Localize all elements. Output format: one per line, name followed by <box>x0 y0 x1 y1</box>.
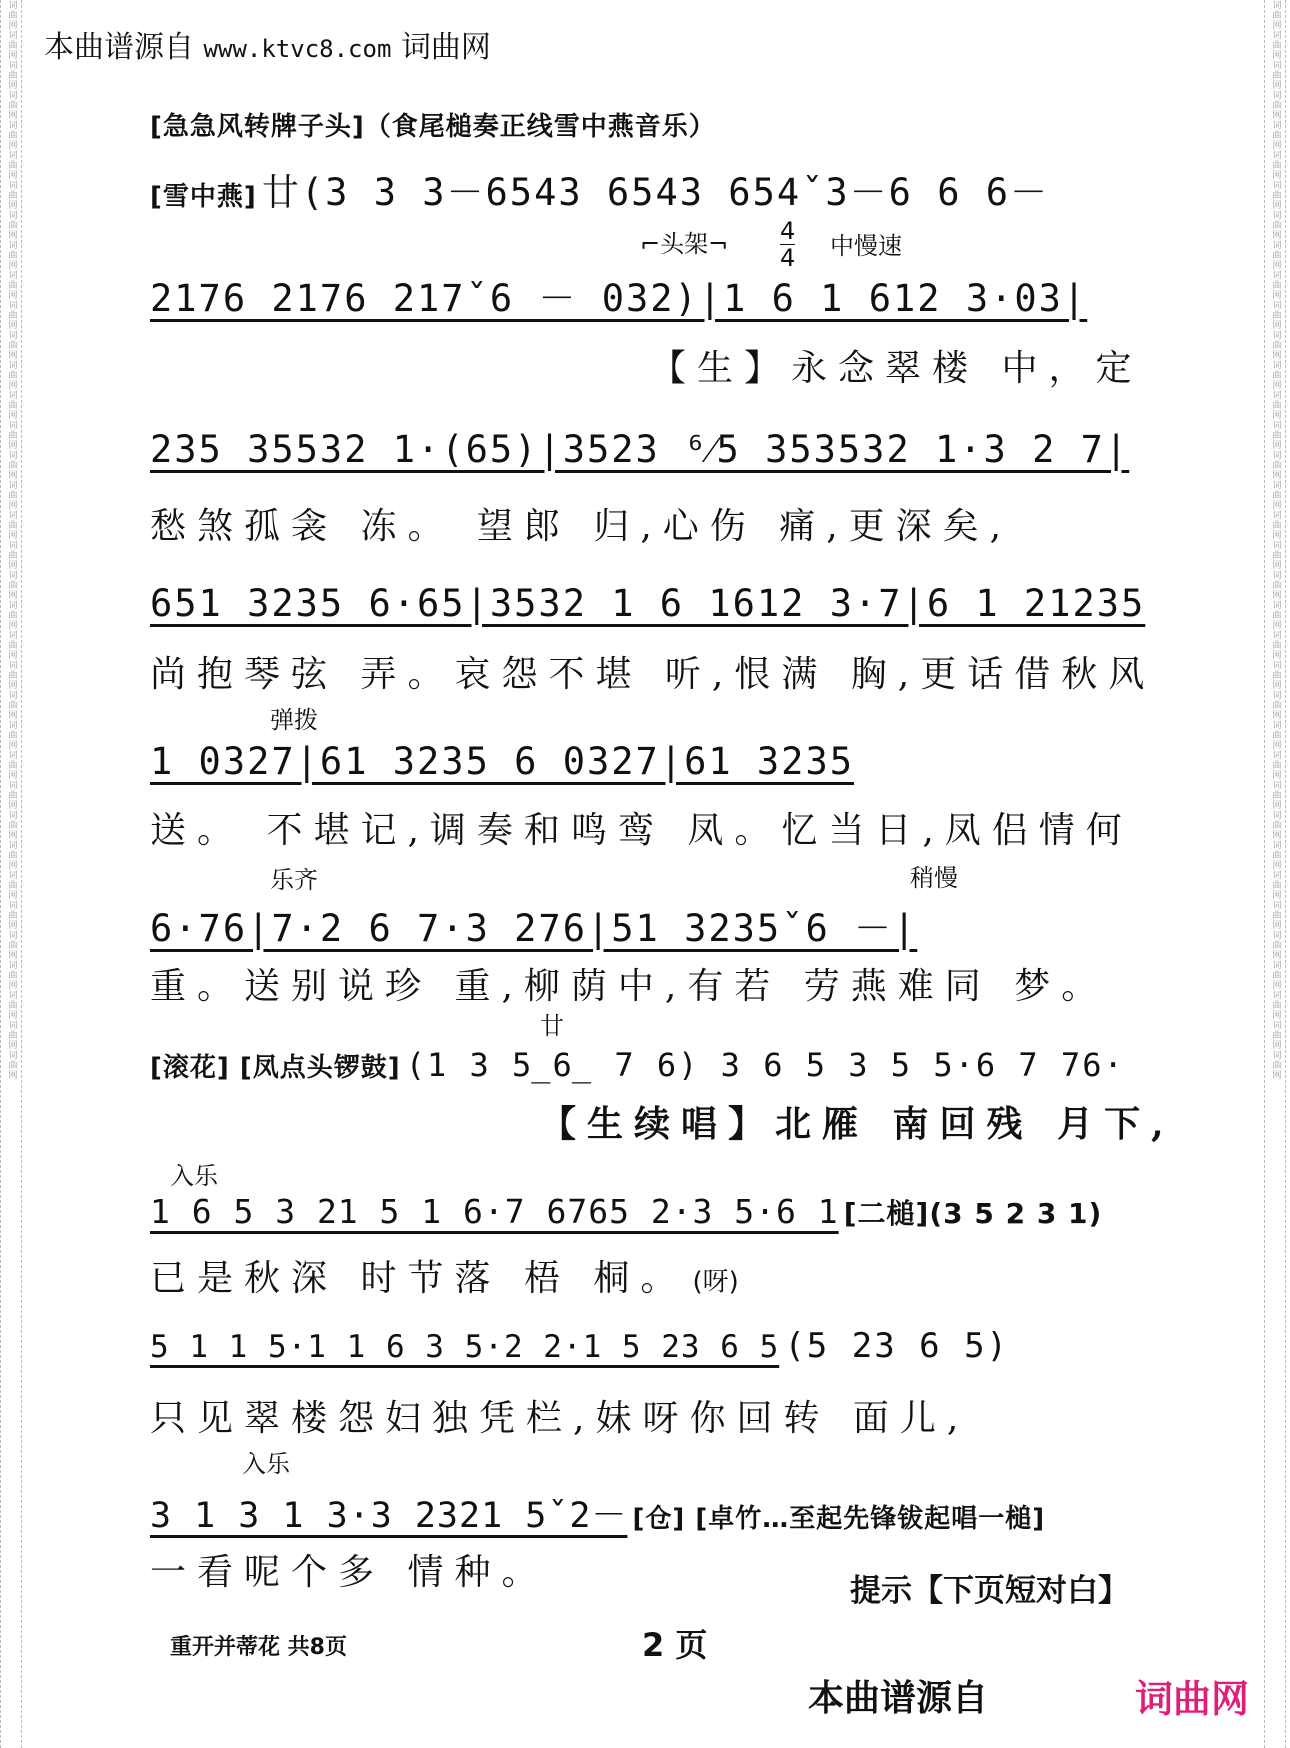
score-line-8-lyric: 【生续唱】北雁 南回残 月下, <box>540 1103 1175 1145</box>
watermark-text: 词曲网 <box>6 990 17 1020</box>
notation: 3 1 3 1 3·3 2321 5ˇ2－ <box>150 1496 628 1536</box>
score-line-7-lyric: 重。送别说珍 重,柳荫中,有若 劳燕难同 梦。 <box>150 966 1109 1007</box>
watermark-text: 词曲网 <box>6 570 17 600</box>
watermark-text: 词曲网 <box>6 300 17 330</box>
footer-brand-link[interactable]: 词曲网 <box>1135 1677 1250 1721</box>
score-line-11 <box>150 1488 1045 1538</box>
watermark-text: 词曲网 <box>1270 1050 1281 1080</box>
score-line-6-lyric: 送。 不堪记,调奏和鸣鸾 凤。忆当日,凤侣情何 <box>150 810 1133 851</box>
watermark-text: 词曲网 <box>1270 150 1281 180</box>
watermark-text: 词曲网 <box>1270 960 1281 990</box>
mark-ruyue-1: 入乐 <box>170 1162 218 1190</box>
watermark-text: 词曲网 <box>6 930 17 960</box>
watermark-text: 词曲网 <box>6 1050 17 1080</box>
score-line-7-notes: 6·76|7·2 6 7·3 276|51 3235ˇ6 －| <box>150 907 918 950</box>
watermark-text: 词曲网 <box>1270 270 1281 300</box>
watermark-text: 词曲网 <box>1270 600 1281 630</box>
score-line-10-lyric: 只见翠楼怨妇独凭栏,妹呀你回转 面儿, <box>150 1398 970 1439</box>
watermark-text: 词曲网 <box>1270 660 1281 690</box>
score-line-11-lyric: 一看呢个多 情种。 <box>150 1552 549 1593</box>
notation: 5 1 1 5·1 1 6 3 5·2 2·1 5 23 6 5 <box>150 1329 780 1365</box>
watermark-text: 词曲网 <box>1270 420 1281 450</box>
watermark-text: 词曲网 <box>6 630 17 660</box>
watermark-text: 词曲网 <box>1270 510 1281 540</box>
watermark-text: 词曲网 <box>6 600 17 630</box>
score-line-10 <box>150 1326 1009 1366</box>
watermark-text: 词曲网 <box>1270 450 1281 480</box>
score-line-4-lyric: 愁煞孤衾 冻。 望郎 归,心伤 痛,更深矣, <box>150 506 1013 547</box>
watermark-text: 词曲网 <box>1270 210 1281 240</box>
notation: 1 6 5 3 21 5 1 6·7 6765 2·3 5·6 1 <box>150 1192 839 1231</box>
watermark-text: 词曲网 <box>6 960 17 990</box>
credit-text: 本曲谱源自 <box>44 30 194 65</box>
section-tail: [仓] [卓竹…至起先锋钹起唱一槌] <box>632 1504 1046 1534</box>
score-line-5-notes: 651 3235 6·65|3532 1 6 1612 3·7|6 1 21235 <box>150 582 1146 625</box>
watermark-text: 词曲网 <box>6 1020 17 1050</box>
notation: (1 3 5̲6̲ 7 6) 3 6 5 3 5 5·6 7 76· <box>405 1046 1125 1084</box>
watermark-text: 词曲网 <box>6 240 17 270</box>
watermark-text: 词曲网 <box>6 900 17 930</box>
watermark-text: 词曲网 <box>6 90 17 120</box>
watermark-text: 词曲网 <box>1270 300 1281 330</box>
score-line-9-lyric: 已是秋深 时节落 梧 桐。 <box>150 1258 688 1299</box>
score-line-6-notes: 1 0327|61 3235 6 0327|61 3235 <box>150 740 855 783</box>
watermark-text: 词曲网 <box>6 390 17 420</box>
watermark-text: 词曲网 <box>1270 120 1281 150</box>
watermark-text: 词曲网 <box>6 420 17 450</box>
mark-yueqi: 乐齐 <box>270 866 318 894</box>
time-sig-bottom: 4 <box>780 244 796 272</box>
watermark-text: 词曲网 <box>6 540 17 570</box>
mark-shaoman: 稍慢 <box>910 864 958 892</box>
score-line-3-notes: 2176 2176 217ˇ6 － 032)|1 6 1 612 3·03| <box>150 277 1088 320</box>
watermark-text: 词曲网 <box>6 120 17 150</box>
tempo-mark: 中慢速 <box>830 232 902 260</box>
footer-title: 重开并蒂花 共8页 <box>170 1635 347 1660</box>
watermark-text: 词曲网 <box>1270 930 1281 960</box>
watermark-text: 词曲网 <box>1270 630 1281 660</box>
watermark-text: 词曲网 <box>1270 810 1281 840</box>
mark-tanbo: 弹拨 <box>270 706 318 734</box>
watermark-text: 词曲网 <box>6 780 17 810</box>
watermark-text: 词曲网 <box>6 870 17 900</box>
watermark-text: 词曲网 <box>1270 90 1281 120</box>
watermark-text: 词曲网 <box>6 750 17 780</box>
watermark-text: 词曲网 <box>1270 60 1281 90</box>
watermark-text: 词曲网 <box>6 30 17 60</box>
notation: 廿(3 3 3－6543 6543 654ˇ3－6 6 6－ <box>261 171 1050 214</box>
watermark-text: 词曲网 <box>6 270 17 300</box>
watermark-text: 词曲网 <box>1270 870 1281 900</box>
watermark-text: 词曲网 <box>1270 690 1281 720</box>
watermark-text: 词曲网 <box>6 840 17 870</box>
section-tail: [二槌](3 5 2 3 1) <box>843 1197 1103 1230</box>
watermark-text: 词曲网 <box>1270 990 1281 1020</box>
watermark-text: 词曲网 <box>6 810 17 840</box>
mark-nian: 廿 <box>540 1012 564 1040</box>
site-url-link[interactable]: www.ktvc8.com <box>203 35 392 63</box>
aside-ya: (呀) <box>692 1267 739 1297</box>
section-label: [滚花] [凤点头锣鼓] <box>150 1053 401 1083</box>
right-watermark-strip <box>1264 0 1286 1748</box>
score-intro-line: [急急风转牌子头]（食尾槌奏正线雪中燕音乐） <box>150 112 716 142</box>
watermark-text: 词曲网 <box>1270 360 1281 390</box>
watermark-text: 词曲网 <box>1270 720 1281 750</box>
watermark-text: 词曲网 <box>1270 0 1281 30</box>
watermark-text: 词曲网 <box>1270 900 1281 930</box>
watermark-text: 词曲网 <box>1270 570 1281 600</box>
watermark-text: 词曲网 <box>1270 30 1281 60</box>
watermark-text: 词曲网 <box>1270 390 1281 420</box>
mark-ruyue-2: 入乐 <box>242 1450 290 1478</box>
watermark-text: 词曲网 <box>1270 240 1281 270</box>
page-number: 2 页 <box>642 1626 708 1664</box>
watermark-text: 词曲网 <box>6 450 17 480</box>
watermark-text: 词曲网 <box>1270 780 1281 810</box>
watermark-text: 词曲网 <box>6 60 17 90</box>
watermark-text: 词曲网 <box>1270 840 1281 870</box>
watermark-text: 词曲网 <box>6 210 17 240</box>
watermark-text: 词曲网 <box>1270 750 1281 780</box>
watermark-text: 词曲网 <box>6 510 17 540</box>
time-signature <box>780 218 795 271</box>
score-line-2 <box>150 162 1049 216</box>
watermark-text: 词曲网 <box>6 360 17 390</box>
watermark-text: 词曲网 <box>6 330 17 360</box>
watermark-text: 词曲网 <box>1270 540 1281 570</box>
watermark-text: 词曲网 <box>1270 1020 1281 1050</box>
watermark-text: 词曲网 <box>6 690 17 720</box>
time-sig-top: 4 <box>780 217 796 245</box>
score-line-3-lyric: 【生】永念翠楼 中，定 <box>650 348 1143 389</box>
watermark-text: 词曲网 <box>6 720 17 750</box>
score-line-8 <box>150 1046 1125 1084</box>
score-line-9 <box>150 1192 1102 1232</box>
mark-tou-jia: ⌐头架¬ <box>640 230 729 258</box>
score-line-5-lyric: 尚抱琴弦 弄。哀怨不堪 听,恨满 胸,更话借秋风 <box>150 654 1156 695</box>
watermark-text: 词曲网 <box>1270 330 1281 360</box>
watermark-text: 词曲网 <box>6 180 17 210</box>
top-credit <box>44 22 491 66</box>
site-name: 词曲网 <box>400 30 491 65</box>
watermark-text: 词曲网 <box>1270 180 1281 210</box>
watermark-text: 词曲网 <box>6 660 17 690</box>
score-line-9-lyric-row <box>150 1250 739 1301</box>
left-watermark-strip <box>0 0 22 1748</box>
watermark-text: 词曲网 <box>1270 480 1281 510</box>
score-line-4-notes: 235 35532 1·(65)|3523 ⁶⁄5 353532 1·3 2 7| <box>150 428 1130 471</box>
next-page-hint: 提示【下页短对白】 <box>850 1573 1129 1609</box>
watermark-text: 词曲网 <box>6 150 17 180</box>
watermark-text: 词曲网 <box>6 0 17 30</box>
notation-tail: (5 23 6 5) <box>784 1326 1010 1366</box>
tune-label: [雪中燕] <box>150 182 257 212</box>
watermark-text: 词曲网 <box>6 480 17 510</box>
footer-credit: 本曲谱源自 <box>808 1678 989 1719</box>
